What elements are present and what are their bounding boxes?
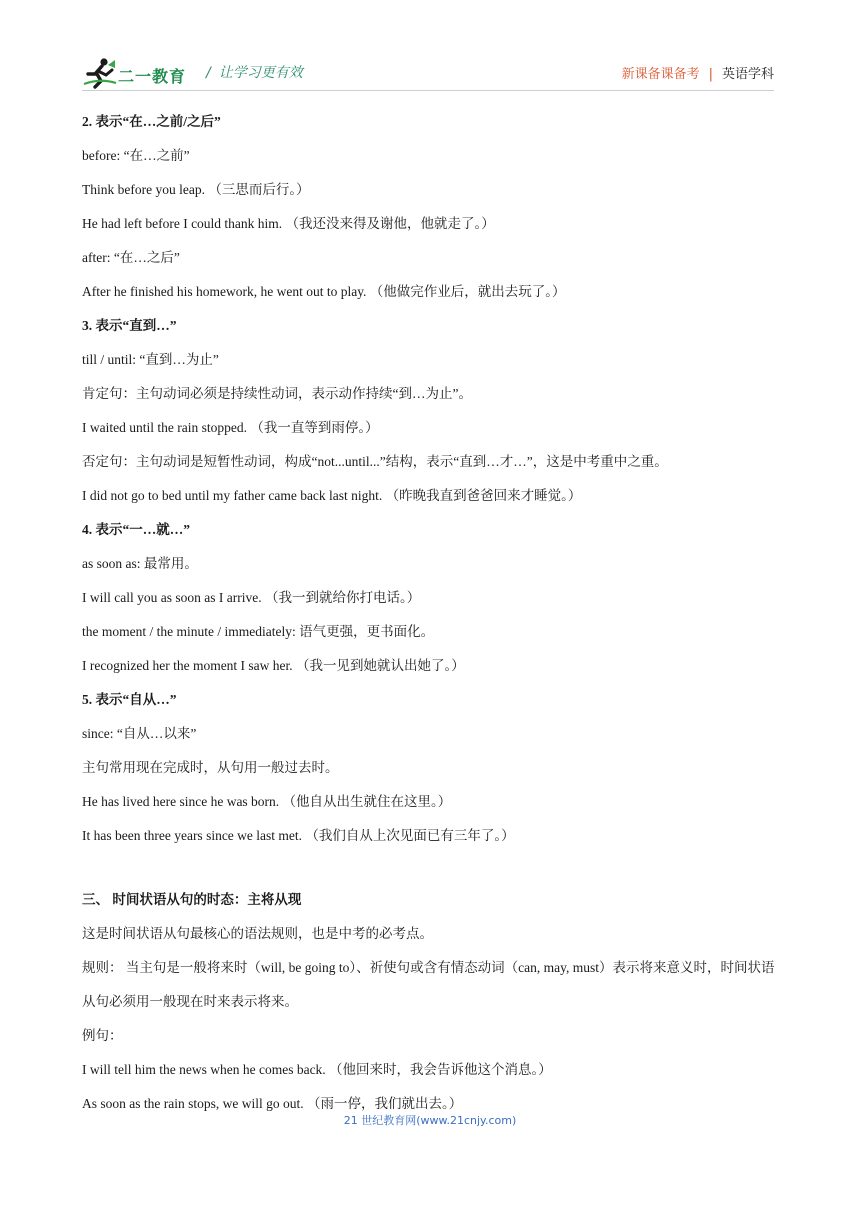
- text-line: 肯定句：主句动词必须是持续性动词，表示动作持续“到…为止”。: [82, 386, 472, 401]
- running-person-icon: [82, 56, 118, 90]
- header-right: [622, 63, 774, 82]
- text-line: as soon as: 最常用。: [82, 556, 198, 571]
- text-line: 规则： 当主句是一般将来时（will, be going to）、祈使句或含有情态动词（can, may, must）表示将来意义时，时间状语从句必须用一般现在时来表示将来。: [82, 960, 775, 1009]
- page-header: [82, 56, 774, 90]
- text-line: since: “自从…以来”: [82, 726, 197, 741]
- text-line: I did not go to bed until my father came back last night. （昨晚我直到爸爸回来才睡觉。）: [82, 488, 582, 503]
- text-line: It has been three years since we last met. （我们自从上次见面已有三年了。）: [82, 828, 515, 843]
- text-line: 例句：: [82, 1028, 123, 1043]
- header-separator: |: [708, 67, 713, 82]
- text-line: Think before you leap. （三思而后行。）: [82, 182, 310, 197]
- text-line: 这是时间状语从句最核心的语法规则，也是中考的必考点。: [82, 926, 433, 941]
- text-line: 否定句：主句动词是短暂性动词，构成“not...until...”结构，表示“直到…才…”，这是中考重中之重。: [82, 454, 668, 469]
- logo: [82, 56, 192, 90]
- text-line: I recognized her the moment I saw her. （我一见到她就认出她了。）: [82, 658, 465, 673]
- text-line: after: “在…之后”: [82, 250, 180, 265]
- section-heading: 4. 表示“一…就…”: [82, 522, 190, 537]
- subject-label: 英语学科: [721, 67, 774, 82]
- header-rule: [82, 90, 774, 91]
- text-line: 主句常用现在完成时，从句用一般过去时。: [82, 760, 339, 775]
- text-line: He has lived here since he was born. （他自从出生就住在这里。）: [82, 794, 452, 809]
- text-line: As soon as the rain stops, we will go out. （雨一停，我们就出去。）: [82, 1096, 463, 1111]
- section-heading: 2. 表示“在…之前/之后”: [82, 114, 221, 129]
- section-heading: 5. 表示“自从…”: [82, 692, 177, 707]
- text-line: After he finished his homework, he went out to play. （他做完作业后，就出去玩了。）: [82, 284, 566, 299]
- course-label: 新课备课备考: [621, 67, 700, 82]
- logo-text: 二一教育: [118, 67, 187, 86]
- text-line: I waited until the rain stopped. （我一直等到雨停。）: [82, 420, 379, 435]
- text-line: I will call you as soon as I arrive. （我一到就给你打电话。）: [82, 590, 421, 605]
- text-line: before: “在…之前”: [82, 148, 190, 163]
- text-line: He had left before I could thank him. （我还没来得及谢他，他就走了。）: [82, 216, 495, 231]
- section-heading: 三、 时间状语从句的时态：主将从现: [82, 892, 302, 907]
- text-line: till / until: “直到…为止”: [82, 352, 219, 367]
- slogan-slash: /: [206, 65, 211, 81]
- text-line: I will tell him the news when he comes back. （他回来时，我会告诉他这个消息。）: [82, 1062, 552, 1077]
- slogan: [206, 62, 303, 82]
- slogan-text: 让学习更有效: [218, 65, 303, 81]
- section-heading: 3. 表示“直到…”: [82, 318, 177, 333]
- text-line: the moment / the minute / immediately: 语气更强，更书面化。: [82, 624, 435, 639]
- page-footer: 21 世纪教育网(www.21cnjy.com): [343, 1114, 517, 1127]
